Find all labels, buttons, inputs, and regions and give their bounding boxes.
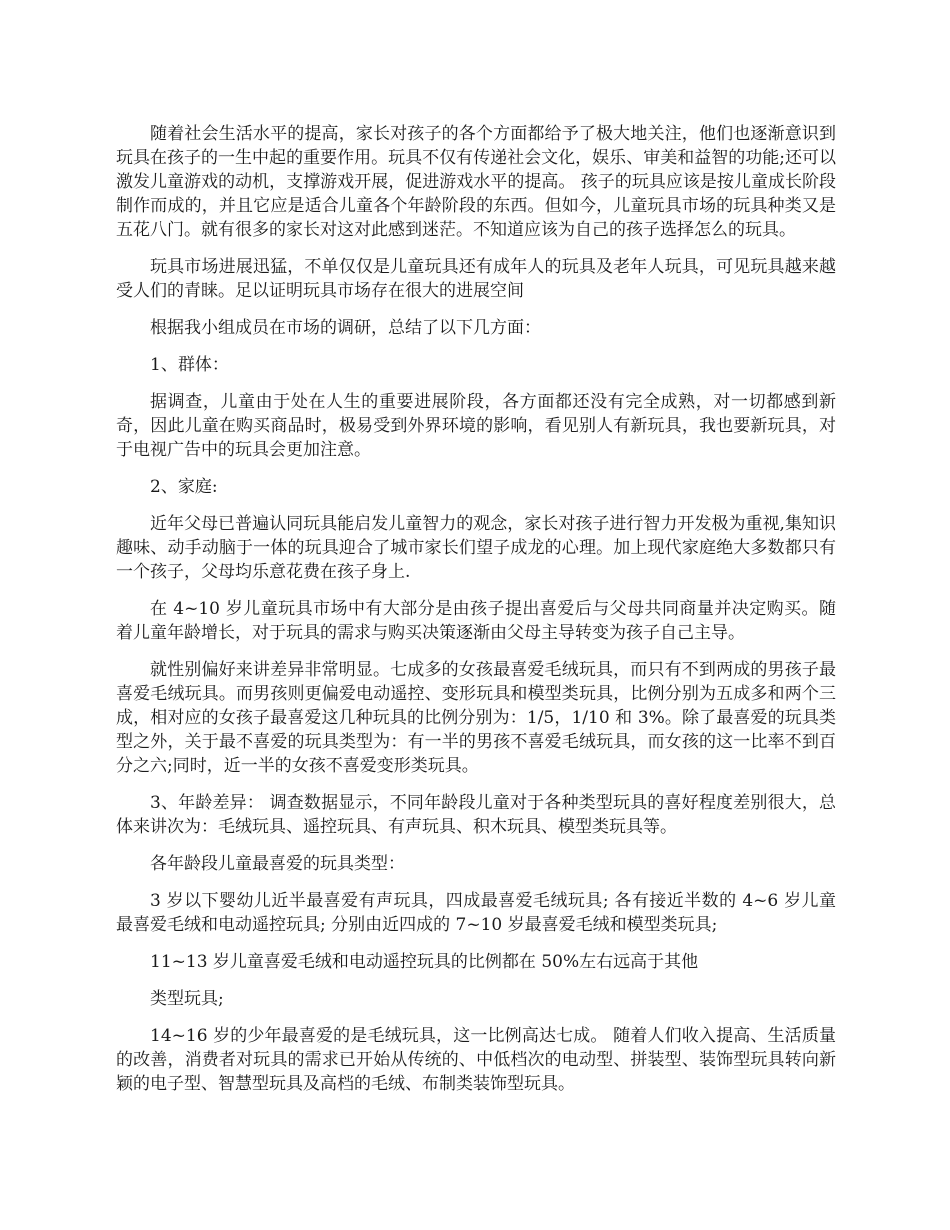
intro-paragraph: 随着社会生活水平的提高，家长对孩子的各个方面都给予了极大地关注，他们也逐渐意识到玩具在孩子的一生中起的重要作用。玩具不仅有传递社会文化，娱乐、审美和益智的功能;还可以激发儿童游戏的动机，支撑游戏开展，促进游戏水平的提高。 孩子的玩具应该是按儿童成长阶段制作而成的，并且它应是适合儿童各个年龄阶段的东西。但如今，儿童玩具市场的玩具种类又是五花八门。就有很多的家长对这对此感到迷茫。不知道应该为自己的孩子选择怎么的玩具。 — [116, 124, 836, 240]
purchase-decision-paragraph: 在 4~10 岁儿童玩具市场中有大部分是由孩子提出喜爱后与父母共同商量并决定购买。随着儿童年龄增长，对于玩具的需求与购买决策逐渐由父母主导转变为孩子自己主导。 — [116, 599, 836, 643]
group-paragraph: 据调查，儿童由于处在人生的重要进展阶段，各方面都还没有完全成熟，对一切都感到新奇，因此儿童在购买商品时，极易受到外界环境的影响，看见别人有新玩具，我也要新玩具，对于电视广告中的玩具会更加注意。 — [116, 392, 836, 460]
document-body — [116, 122, 836, 1109]
survey-summary-paragraph: 根据我小组成员在市场的调研，总结了以下几方面： — [150, 318, 541, 338]
age-difference-paragraph: 3、年龄差异： 调查数据显示，不同年龄段儿童对于各种类型玩具的喜好程度差别很大，总体来讲次为：毛绒玩具、遥控玩具、有声玩具、积木玩具、模型类玩具等。 — [116, 793, 836, 837]
age-under-10-paragraph: 3 岁以下婴幼儿近半最喜爱有声玩具，四成最喜爱毛绒玩具; 各有接近半数的 4~6 岁儿童最喜爱毛绒和电动遥控玩具; 分别由近四成的 7~10 岁最喜爱毛绒和模型类玩具; — [116, 891, 836, 935]
age-11-13-paragraph: 11~13 岁儿童喜爱毛绒和电动遥控玩具的比例都在 50%左右远高于其他 — [150, 952, 699, 972]
age-groups-heading: 各年龄段儿童最喜爱的玩具类型： — [150, 854, 405, 874]
section-heading-family: 2、家庭: — [150, 477, 218, 497]
market-growth-paragraph: 玩具市场进展迅猛，不单仅仅是儿童玩具还有成年人的玩具及老年人玩具，可见玩具越来越受人们的青睐。足以证明玩具市场存在很大的进展空间 — [116, 257, 836, 301]
family-paragraph: 近年父母已普遍认同玩具能启发儿童智力的观念，家长对孩子进行智力开发极为重视,集知识趣味、动手动脑于一体的玩具迎合了城市家长们望子成龙的心理。加上现代家庭绝大多数都只有一个孩子，父母均乐意花费在孩子身上. — [116, 514, 836, 582]
age-14-16-paragraph: 14~16 岁的少年最喜爱的是毛绒玩具，这一比例高达七成。 随着人们收入提高、生活质量的改善，消费者对玩具的需求已开始从传统的、中低档次的电动型、拼装型、装饰型玩具转向新颖的电子型、智慧型玩具及高档的毛绒、布制类装饰型玩具。 — [116, 1026, 836, 1094]
age-11-13-continuation: 类型玩具; — [150, 989, 224, 1009]
section-heading-group: 1、群体： — [150, 355, 229, 375]
gender-preference-paragraph: 就性别偏好来讲差异非常明显。七成多的女孩最喜爱毛绒玩具，而只有不到两成的男孩子最喜爱毛绒玩具。而男孩则更偏爱电动遥控、变形玩具和模型类玩具，比例分别为五成多和两个三成，相对应的女孩子最喜爱这几种玩具的比例分别为：1/5，1/10 和 3%。除了最喜爱的玩具类型之外，关于最不喜爱的玩具类型为：有一半的男孩不喜爱毛绒玩具，而女孩的这一比率不到百分之六;同时，近一半的女孩不喜爱变形类玩具。 — [116, 660, 836, 776]
